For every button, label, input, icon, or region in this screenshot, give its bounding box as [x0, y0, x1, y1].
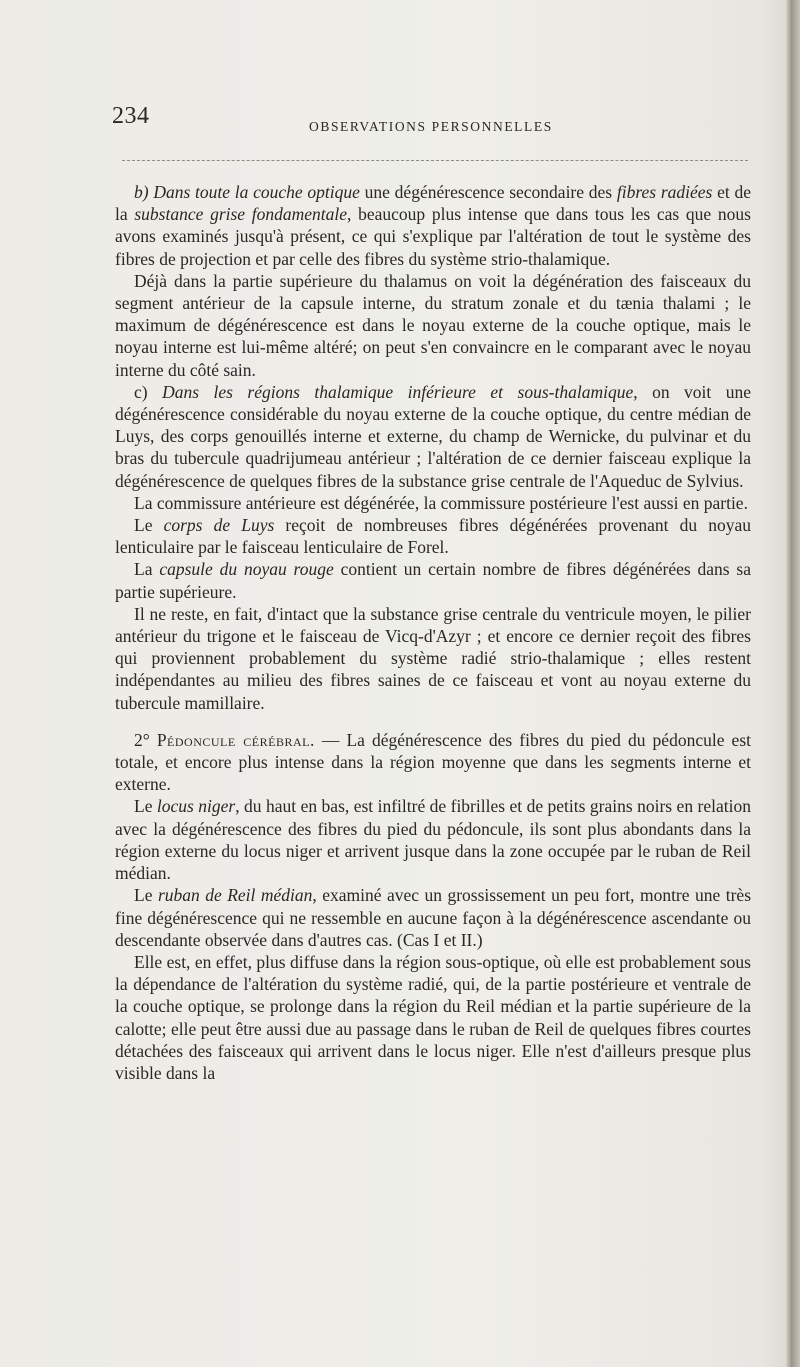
italic-text: ruban de Reil médian [157, 885, 313, 906]
text-run: reçoit de nombreuses fibres dégénérées provenant du noyau lenticulaire par le faisceau lenticulaire de Forel. [115, 515, 751, 558]
text-run: Elle est, en effet, plus diffuse dans la région sous-optique, où elle est probablement sous la dépendance de l'altération du système radié, qui, de la partie postérieure et ventrale de la couche optique, se prolonge dans la région du Reil médian et la partie supérieure de la calotte; elle peut être aussi due au passage dans le ruban de Reil de quelques fibres courtes détachées des faisceaux qui arrivent dans le locus niger. Elle n'est d'ailleurs presque plus visible dans la [115, 951, 751, 1083]
text-run: — La dégénérescence des fibres du pied du pédoncule est totale, et encore plus intense dans la région moyenne que dans les segments interne et externe. [115, 729, 751, 795]
text-run: , du haut en bas, est infiltré de fibrilles et de petits grains noirs en relation avec la dégénérescence des fibres du pied du pédoncule, ils sont plus abondants dans la région externe du locus niger et arrivent jusque dans la zone occupée par le ruban de Reil médian. [115, 796, 751, 884]
paragraph [115, 270, 751, 381]
paragraph [115, 795, 751, 884]
text-run: , examiné avec un grossissement un peu fort, montre une très fine dégénérescence qui ne ressemble en aucune façon à la dégénérescence ascendante ou descendante observée dans d'autres cas. (Cas I et II.) [115, 885, 752, 950]
italic-text: substance grise fondamentale [134, 204, 348, 225]
italic-text: locus niger [156, 796, 236, 817]
text-run: 2° [134, 729, 157, 750]
paragraph [115, 729, 751, 796]
paragraph [115, 381, 751, 492]
paragraph [115, 884, 751, 951]
text-run: La [134, 559, 160, 580]
paragraph [115, 951, 751, 1084]
page-edge-shadow [786, 0, 800, 1367]
header-rule [122, 160, 748, 161]
paragraph [115, 492, 751, 514]
paragraph [115, 558, 751, 602]
text-run: c) [134, 381, 163, 402]
italic-text: capsule du noyau rouge [159, 559, 334, 580]
paragraph [115, 603, 751, 714]
italic-text: fibres radiées [616, 182, 713, 202]
text-run: Le [134, 885, 158, 906]
text-run: Il ne reste, en fait, d'intact que la substance grise centrale du ventricule moyen, le pilier antérieur du trigone et le faisceau de Vicq-d'Azyr ; et encore ce dernier reçoit des fibres qui proviennent probablement du système radié strio-thalamique ; elles restent indépendantes au milieu des fibres saines de ce faisceau et vont au noyau externe du tubercule mamillaire. [115, 603, 751, 713]
text-run: La commissure antérieure est dégénérée, la commissure postérieure l'est aussi en partie. [134, 492, 748, 513]
text-run: Déjà dans la partie supérieure du thalamus on voit la dégénération des faisceaux du segment antérieur de la capsule interne, du stratum zonale et du tænia thalami ; le maximum de dégénérescence est dans le noyau externe de la couche optique, mais le noyau interne est lui-même altéré; on peut s'en convaincre en le comparant avec le noyau interne du côté sain. [115, 270, 751, 380]
text-run: contient un certain nombre de fibres dégénérées dans sa partie supérieure. [115, 559, 751, 602]
running-title: OBSERVATIONS PERSONNELLES [309, 119, 553, 134]
text-run: Le [134, 515, 164, 536]
paragraph [115, 514, 751, 558]
page-header [112, 103, 752, 133]
text-run: , on voit une dégénérescence considérable du noyau externe de la couche optique, du centre médian de Luys, des corps genouillés interne et externe, du champ de Wernicke, du pulvinar et du bras du tubercule quadrijumeau antérieur ; l'altération de ce dernier faisceau explique la dégénérescence de quelques fibres de la substance grise centrale de l'Aqueduc de Sylvius. [115, 381, 751, 491]
text-run: et de la [115, 182, 751, 225]
section-heading: Pédoncule cérébral. [156, 729, 315, 750]
page-number: 234 [112, 103, 150, 129]
text-run: Le [134, 796, 157, 817]
text-run: , beaucoup plus intense que dans tous les cas que nous avons examinés jusqu'à présent, ce qui s'explique par l'altération de tout le système des fibres de projection et par celle des fibres du système strio-thalamique. [115, 204, 751, 269]
italic-text: corps de Luys [163, 515, 275, 536]
paragraph [115, 181, 751, 270]
italic-text: b) Dans toute la couche optique [134, 182, 360, 202]
body-text [115, 181, 751, 1084]
italic-text: Dans les régions thalamique inférieure et sous-thalamique [162, 381, 634, 402]
text-run: une dégénérescence secondaire des [359, 182, 617, 202]
